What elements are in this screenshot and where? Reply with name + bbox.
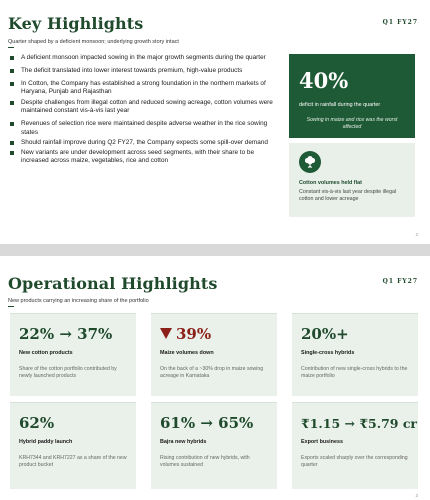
cotton-icon bbox=[299, 151, 321, 173]
list-item bbox=[8, 80, 278, 97]
triangle-down-icon bbox=[160, 328, 172, 339]
metric-card bbox=[10, 313, 136, 396]
metric-title: Hybrid paddy launch bbox=[19, 439, 73, 445]
metric-value: 61% → 65% bbox=[160, 414, 254, 432]
bullet-square-icon bbox=[10, 82, 14, 86]
stat-note: Sowing in maize and rice was the worst affected bbox=[306, 117, 398, 130]
metric-value: 22% → 37% bbox=[19, 325, 113, 343]
bullet-text: Despite challenges from illegal cotton and reduced sowing acreage, cotton volumes were maintained constant vis-à-vis last year bbox=[21, 99, 273, 115]
bullet-text: Should rainfall improve during Q2 FY27, the Company expects some spill-over demand bbox=[21, 138, 268, 146]
metric-description: Contribution of new single-cross hybrids to the maize portfolio bbox=[301, 366, 408, 379]
list-item bbox=[8, 139, 278, 147]
metric-description: Exports scaled sharply over the corresponding quarter bbox=[301, 455, 408, 468]
metric-card bbox=[151, 313, 277, 396]
metric-description: KRH7344 and KRH7227 as a share of the new product bucket bbox=[19, 455, 127, 468]
list-item bbox=[8, 67, 278, 75]
quarter-tag: Q1 FY27 bbox=[382, 278, 418, 285]
metric-description: Share of the cotton portfolio contributed by newly launched products bbox=[19, 366, 117, 379]
metric-description: On the back of a ~30% drop in maize sowing acreage in Karnataka bbox=[160, 366, 264, 379]
highlights-list bbox=[8, 54, 278, 170]
slide-subtitle: Quarter shaped by a deficient monsoon; underlying growth story intact bbox=[8, 39, 179, 45]
slide-operational-highlights bbox=[0, 256, 430, 500]
stat-value: 40% bbox=[299, 68, 349, 93]
metric-title: Maize volumes down bbox=[160, 350, 214, 356]
bullet-text: A deficient monsoon impacted sowing in the major growth segments during the quarter bbox=[21, 54, 266, 61]
metric-title: Single-cross hybrids bbox=[301, 350, 355, 356]
metric-value: 62% bbox=[19, 414, 55, 432]
metric-card bbox=[151, 402, 277, 489]
bullet-text: Revenues of selection rice were maintained despite adverse weather in the rice sowing states bbox=[21, 120, 268, 136]
info-title: Cotton volumes held flat bbox=[299, 180, 362, 186]
bullet-text: In Cotton, the Company has established a strong foundation in the northern markets of Haryana, Punjab and Rajasthan bbox=[21, 79, 266, 95]
bullet-square-icon bbox=[10, 69, 14, 73]
metric-card bbox=[292, 402, 418, 489]
bullet-text: The deficit translated into lower interest towards premium, high-value products bbox=[21, 66, 243, 74]
metric-value-wrap bbox=[160, 325, 211, 343]
list-item bbox=[8, 99, 278, 116]
slide-title: Operational Highlights bbox=[8, 274, 218, 293]
slide-subtitle: New products carrying an increasing share of the portfolio bbox=[8, 298, 149, 304]
quarter-tag: Q1 FY27 bbox=[382, 19, 418, 26]
slide-title: Key Highlights bbox=[8, 14, 144, 33]
page-number: 3 bbox=[415, 493, 418, 498]
bullet-square-icon bbox=[10, 56, 14, 60]
metric-title: New cotton products bbox=[19, 350, 73, 356]
title-rule bbox=[8, 306, 14, 307]
bullet-square-icon bbox=[10, 151, 14, 155]
metric-card bbox=[292, 313, 418, 396]
metric-value: ₹1.15 → ₹5.79 cr bbox=[301, 416, 418, 431]
slide-key-highlights bbox=[0, 0, 430, 244]
bullet-square-icon bbox=[10, 122, 14, 126]
page-number: 2 bbox=[415, 232, 418, 237]
metric-value: 39% bbox=[176, 325, 212, 343]
stat-label: deficit in rainfall during the quarter bbox=[299, 102, 381, 108]
list-item bbox=[8, 120, 278, 137]
metric-description: Rising contribution of new hybrids, with volumes sustained bbox=[160, 455, 250, 468]
metric-title: Export business bbox=[301, 439, 343, 445]
list-item bbox=[8, 149, 278, 166]
cotton-info-box bbox=[289, 143, 415, 217]
bullet-text: New variants are under development across seed segments, with their share to be increased across maize, vegetables, rice and cotton bbox=[21, 149, 255, 165]
rainfall-stat-box bbox=[289, 54, 415, 138]
bullet-square-icon bbox=[10, 101, 14, 105]
bullet-square-icon bbox=[10, 141, 14, 145]
metric-value: 20%+ bbox=[301, 325, 349, 343]
info-text: Constant vis-à-vis last year despite illegal cotton and lower acreage bbox=[299, 189, 397, 202]
metric-card bbox=[10, 402, 136, 489]
list-item bbox=[8, 54, 278, 62]
title-rule bbox=[8, 47, 14, 48]
metric-title: Bajra new hybrids bbox=[160, 439, 207, 445]
